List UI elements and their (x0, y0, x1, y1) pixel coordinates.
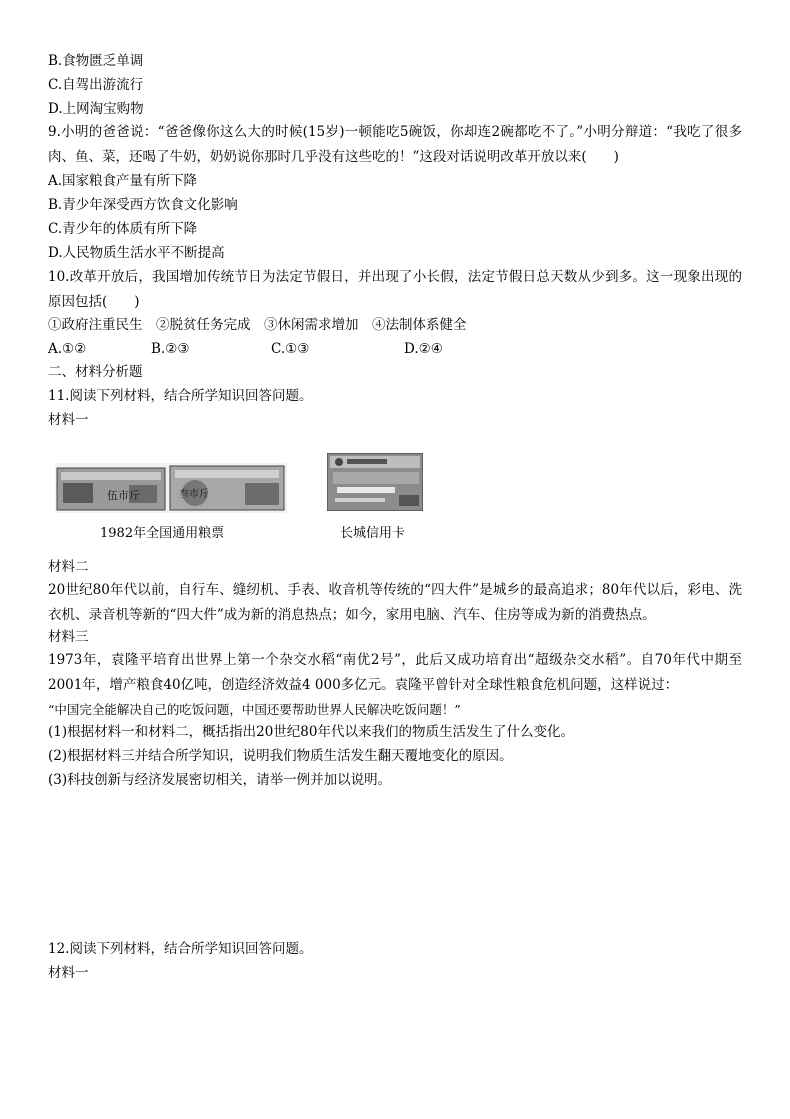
q11-material2-label: 材料二 (48, 559, 89, 575)
q11-stem: 11.阅读下列材料，结合所学知识回答问题。 (48, 388, 313, 404)
q10-option-a: A.①② (48, 341, 87, 357)
q11-material3-text: 1973年，袁隆平培育出世界上第一个杂交水稻“南优2号”，此后又成功培育出“超级杂交水稻”。自70年代中期至2001年，增产粮食40亿吨，创造经济效益4 000多亿元。袁隆平曾针对全球性粮食危机问题，这样说过： (48, 652, 742, 693)
q12-material1-label: 材料一 (48, 965, 89, 981)
q11-question-1: (1)根据材料一和材料二，概括指出20世纪80年代以来我们的物质生活发生了什么变化。 (48, 724, 574, 740)
q11-quote: “中国完全能解决自己的吃饭问题，中国还要帮助世界人民解决吃饭问题！” (48, 702, 461, 717)
q10-option-c: C.①③ (271, 341, 310, 357)
q9-option-d: D.人民物质生活水平不断提高 (48, 245, 225, 261)
q9-option-a: A.国家粮食产量有所下降 (48, 173, 198, 189)
q11-material1-label: 材料一 (48, 412, 89, 428)
section-title: 二、材料分析题 (48, 364, 143, 380)
ration-ticket-5-text: 伍市斤 (107, 489, 140, 502)
q11-material3-label: 材料三 (48, 629, 89, 645)
q9-option-b: B.青少年深受西方饮食文化影响 (48, 197, 238, 213)
ration-tickets-image (55, 463, 287, 513)
ration-tickets-caption: 1982年全国通用粮票 (100, 526, 225, 541)
credit-card-image (327, 453, 423, 511)
credit-card-caption: 长城信用卡 (340, 526, 406, 541)
ration-ticket-3-text: 叁市斤 (179, 489, 209, 500)
q10-items: ①政府注重民生 ②脱贫任务完成 ③休闲需求增加 ④法制体系健全 (48, 317, 467, 333)
q8-option-c: C.自驾出游流行 (48, 77, 144, 93)
q10-option-d: D.②④ (404, 341, 443, 357)
q12-stem: 12.阅读下列材料，结合所学知识回答问题。 (48, 941, 313, 957)
q11-material2-text: 20世纪80年代以前，自行车、缝纫机、手表、收音机等传统的“四大件”是城乡的最高追求；80年代以后，彩电、洗衣机、录音机等新的“四大件”成为新的消息热点；如今，家用电脑、汽车、住房等成为新的消费热点。 (48, 582, 742, 623)
q10-stem: 10.改革开放后，我国增加传统节日为法定节假日，并出现了小长假，法定节假日总天数从少到多。这一现象出现的原因包括( ) (48, 269, 742, 310)
q10-option-b: B.②③ (151, 341, 190, 357)
q9-option-c: C.青少年的体质有所下降 (48, 221, 198, 237)
q10-options (48, 339, 443, 359)
q11-question-3: (3)科技创新与经济发展密切相关，请举一例并加以说明。 (48, 772, 392, 788)
q8-option-b: B.食物匮乏单调 (48, 53, 144, 69)
q11-question-2: (2)根据材料三并结合所学知识，说明我们物质生活发生翻天覆地变化的原因。 (48, 748, 513, 764)
q9-stem: 9.小明的爸爸说：“爸爸像你这么大的时候(15岁)一顿能吃5碗饭，你却连2碗都吃不了。”小明分辩道：“我吃了很多肉、鱼、菜，还喝了牛奶，奶奶说你那时几乎没有这些吃的！”这段对话说明改革开放以来( ) (48, 124, 742, 165)
q8-option-d: D.上网淘宝购物 (48, 101, 144, 117)
